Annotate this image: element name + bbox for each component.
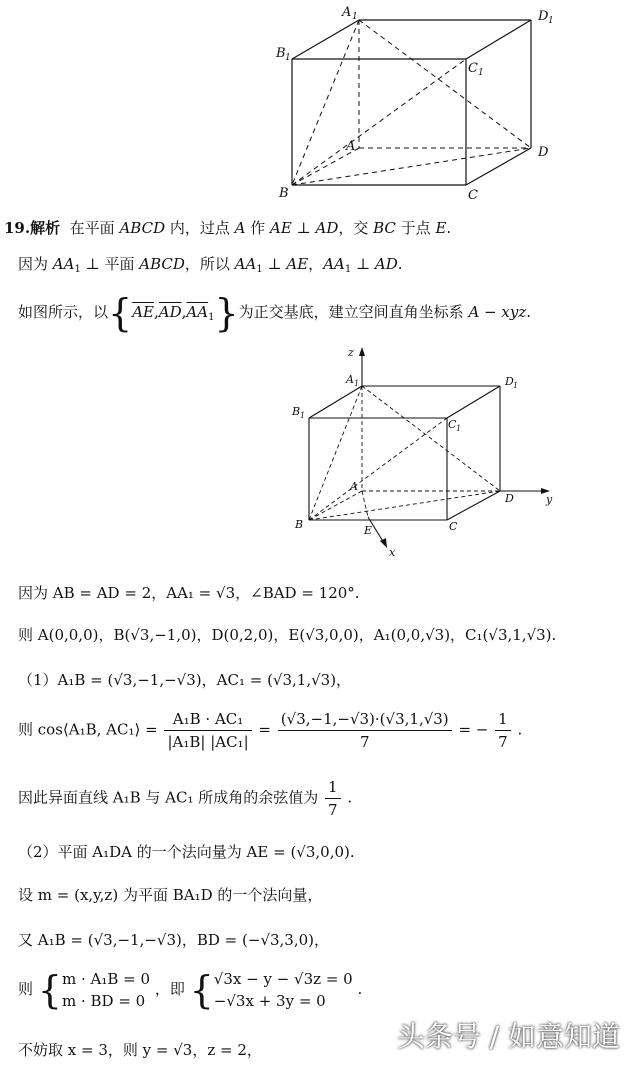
label-b1-sub: 1	[285, 53, 291, 63]
line-given: 因为 AB = AD = 2，AA₁ = √3，∠BAD = 120°.	[18, 584, 360, 602]
label-c1: C	[448, 418, 457, 431]
figure-2-coordinate-prism	[285, 340, 565, 560]
label-b1-sub: 1	[300, 411, 306, 420]
line-set-m: 设 m = (x,y,z) 为平面 BA₁D 的一个法向量，	[18, 886, 323, 904]
watermark: 头条号 / 如意知道	[396, 1020, 620, 1053]
line-vectors-2: 又 A₁B = (√3,−1,−√3)，BD = (−√3,3,0)，	[18, 931, 330, 949]
line-cos-calc: 则 cos⟨A₁B, AC₁⟩ = $\frac{\text{A₁B · AC₁}}{\text{|A₁B| |AC₁|}}$ = $\frac{(√3,-1,-√3)\cdot(√3,1,√3)}{7}$ = − $\frac{1}{7}$ .	[18, 710, 523, 751]
label-d1-sub: 1	[548, 16, 554, 26]
label-d1: D	[505, 375, 514, 388]
label-c: C	[468, 188, 478, 200]
label-c: C	[449, 520, 458, 533]
solution-line-1: 19.解析 在平面 ABCD 内，过点 A 作 AE ⊥ AD，交 BC 于点 E.	[4, 219, 452, 237]
label-a1-sub: 1	[354, 379, 360, 388]
line-part1-vectors: （1）A₁B = (√3,−1,−√3)，AC₁ = (√3,1,√3)，	[18, 671, 352, 689]
line-system: 则 { m · A₁B = 0 m · BD = 0 ，即 { √3x − y − √3z = 0 −√3x + 3y = 0 .	[18, 968, 363, 1012]
label-c1-sub: 1	[456, 424, 462, 433]
figure-1-prism	[270, 0, 570, 200]
axis-x-label: x	[389, 546, 396, 559]
label-a1-sub: 1	[352, 12, 358, 22]
label-a1: A	[342, 5, 352, 20]
solution-line-3: 如图所示，以$\{\overline{AE},\overline{AD},\overline{AA}_1\}$为正交基底，建立空间直角坐标系 A − xyz.	[18, 291, 532, 335]
line-conclusion-1: 因此异面直线 A₁B 与 AC₁ 所成角的余弦值为 $\frac{1}{7}$ .	[18, 778, 353, 819]
label-a1: A	[346, 373, 354, 386]
label-e: E	[364, 524, 373, 537]
label-c1: C	[468, 61, 478, 76]
label-d1: D	[538, 9, 549, 24]
label-d: D	[505, 492, 514, 505]
label-b: B	[279, 186, 289, 200]
label-b1: B	[292, 405, 301, 418]
label-d1-sub: 1	[513, 381, 519, 390]
line-coordinates: 则 A(0,0,0)，B(√3,−1,0)，D(0,2,0)，E(√3,0,0)，A₁(0,0,√3)，C₁(√3,1,√3).	[18, 626, 557, 644]
label-b: B	[295, 518, 304, 531]
axis-z-label: z	[348, 346, 354, 359]
axis-y-label: y	[546, 493, 553, 506]
label-a: A	[350, 480, 358, 493]
solution-line-2: 因为 $AA_1$ ⊥ 平面 ABCD，所以 $AA_1$ ⊥ AE，$AA_1$ ⊥ AD.	[18, 255, 403, 275]
label-a: A	[346, 139, 356, 154]
label-b1: B	[276, 46, 286, 61]
line-part2-normal: （2）平面 A₁DA 的一个法向量为 AE = (√3,0,0).	[18, 843, 355, 861]
label-d: D	[538, 145, 549, 160]
label-c1-sub: 1	[478, 68, 484, 78]
line-choose-x: 不妨取 x = 3，则 y = √3，z = 2，	[18, 1041, 262, 1059]
